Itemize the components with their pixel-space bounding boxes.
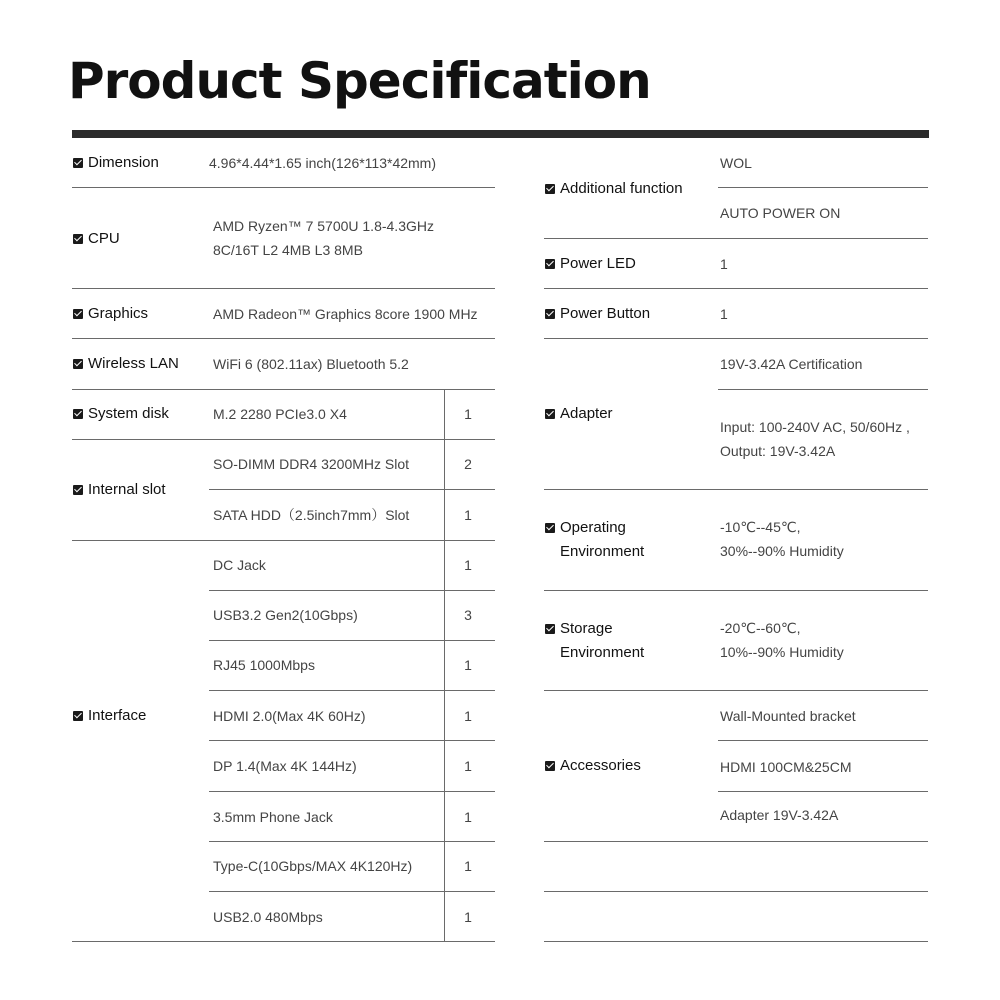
spec-qty-internal-slot-item: 1 <box>464 507 472 523</box>
row-divider <box>209 489 495 490</box>
row-divider <box>209 590 495 591</box>
spec-value-dimension: 4.96*4.44*1.65 inch(126*113*42mm) <box>209 155 437 171</box>
row-divider <box>209 740 495 741</box>
spec-value-interface-item: DC Jack <box>213 557 266 573</box>
spec-label-operating-environment: Operating Environment <box>545 516 644 564</box>
row-divider <box>72 187 495 188</box>
row-divider <box>544 238 928 239</box>
row-divider <box>544 841 928 842</box>
spec-label-accessories: Accessories <box>545 754 641 778</box>
row-divider <box>209 690 495 691</box>
row-divider <box>209 640 495 641</box>
row-divider <box>209 841 495 842</box>
spec-label-wireless: Wireless LAN <box>73 352 179 376</box>
spec-label-cpu: CPU <box>73 227 120 251</box>
row-divider <box>718 187 928 188</box>
spec-value-interface-item: USB2.0 480Mbps <box>213 909 323 925</box>
spec-qty-interface-item: 1 <box>464 708 472 724</box>
spec-value-interface-item: RJ45 1000Mbps <box>213 657 315 673</box>
spec-label-interface: Interface <box>73 704 146 728</box>
spec-value-additional-function: WOL <box>720 155 752 171</box>
row-divider <box>72 338 495 339</box>
spec-value-interface-item: USB3.2 Gen2(10Gbps) <box>213 607 358 623</box>
spec-label-dimension: Dimension <box>73 151 159 175</box>
spec-value-wireless: WiFi 6 (802.11ax) Bluetooth 5.2 <box>213 356 409 372</box>
checkbox-icon <box>73 158 83 168</box>
row-divider <box>544 590 928 591</box>
spec-value-interface-item: HDMI 2.0(Max 4K 60Hz) <box>213 708 366 724</box>
page-title: Product Specification <box>68 52 651 110</box>
spec-value-cpu: AMD Ryzen™ 7 5700U 1.8-4.3GHz 8C/16T L2 4MB L3 8MB <box>213 218 434 258</box>
spec-qty-interface-item: 1 <box>464 809 472 825</box>
row-divider <box>72 389 495 390</box>
row-divider <box>544 690 928 691</box>
checkbox-icon <box>545 624 555 634</box>
spec-label-internal-slot: Internal slot <box>73 478 166 502</box>
checkbox-icon <box>545 309 555 319</box>
checkbox-icon <box>545 523 555 533</box>
row-divider <box>544 489 928 490</box>
spec-value-accessories: HDMI 100CM&25CM <box>720 759 852 775</box>
row-divider <box>544 288 928 289</box>
spec-value-internal-slot-item: SO-DIMM DDR4 3200MHz Slot <box>213 456 410 472</box>
spec-value-interface-item: 3.5mm Phone Jack <box>213 809 333 825</box>
spec-qty-interface-item: 1 <box>464 909 472 925</box>
spec-qty-internal-slot-item: 2 <box>464 456 472 472</box>
checkbox-icon <box>545 761 555 771</box>
spec-qty-interface-item: 1 <box>464 657 472 673</box>
row-divider <box>72 540 495 541</box>
row-divider <box>544 891 928 892</box>
checkbox-icon <box>545 259 555 269</box>
row-divider <box>718 389 928 390</box>
row-divider <box>544 338 928 339</box>
spec-label-power-button: Power Button <box>545 302 650 326</box>
spec-label-system-disk: System disk <box>73 402 169 426</box>
row-divider <box>209 791 495 792</box>
spec-label-adapter: Adapter <box>545 402 613 426</box>
row-divider <box>718 740 928 741</box>
spec-value-storage-environment: -20℃--60℃, 10%--90% Humidity <box>720 620 844 660</box>
checkbox-icon <box>73 485 83 495</box>
spec-label-power-led: Power LED <box>545 252 636 276</box>
spec-label-additional-function: Additional function <box>545 177 683 201</box>
spec-qty-interface-item: 1 <box>464 758 472 774</box>
row-divider <box>209 891 495 892</box>
spec-value-internal-slot-item: SATA HDD（2.5inch7mm）Slot <box>213 507 410 523</box>
spec-qty-interface-item: 1 <box>464 557 472 573</box>
spec-value-operating-environment: -10℃--45℃, 30%--90% Humidity <box>720 519 844 559</box>
checkbox-icon <box>73 359 83 369</box>
checkbox-icon <box>73 309 83 319</box>
checkbox-icon <box>73 711 83 721</box>
checkbox-icon <box>545 184 555 194</box>
row-divider <box>544 941 928 942</box>
spec-value-adapter: Input: 100-240V AC, 50/60Hz , Output: 19V-3.42A <box>720 419 910 459</box>
spec-qty-interface-item: 3 <box>464 607 472 623</box>
checkbox-icon <box>73 234 83 244</box>
checkbox-icon <box>545 409 555 419</box>
spec-label-storage-environment: Storage Environment <box>545 617 644 665</box>
spec-qty-system-disk: 1 <box>464 406 472 422</box>
title-divider <box>72 130 929 138</box>
spec-value-power-button: 1 <box>720 306 728 322</box>
checkbox-icon <box>73 409 83 419</box>
spec-qty-interface-item: 1 <box>464 858 472 874</box>
spec-value-accessories: Adapter 19V-3.42A <box>720 807 839 823</box>
spec-value-system-disk: M.2 2280 PCIe3.0 X4 <box>213 406 347 422</box>
spec-value-adapter: 19V-3.42A Certification <box>720 356 863 372</box>
spec-label-graphics: Graphics <box>73 302 148 326</box>
spec-value-power-led: 1 <box>720 256 728 272</box>
spec-value-additional-function: AUTO POWER ON <box>720 205 841 221</box>
row-divider <box>72 288 495 289</box>
row-divider <box>718 791 928 792</box>
row-divider <box>72 439 495 440</box>
spec-value-accessories: Wall-Mounted bracket <box>720 708 856 724</box>
row-divider <box>72 941 495 942</box>
spec-value-interface-item: Type-C(10Gbps/MAX 4K120Hz) <box>213 858 413 874</box>
spec-value-interface-item: DP 1.4(Max 4K 144Hz) <box>213 758 357 774</box>
spec-value-graphics: AMD Radeon™ Graphics 8core 1900 MHz <box>213 306 478 322</box>
